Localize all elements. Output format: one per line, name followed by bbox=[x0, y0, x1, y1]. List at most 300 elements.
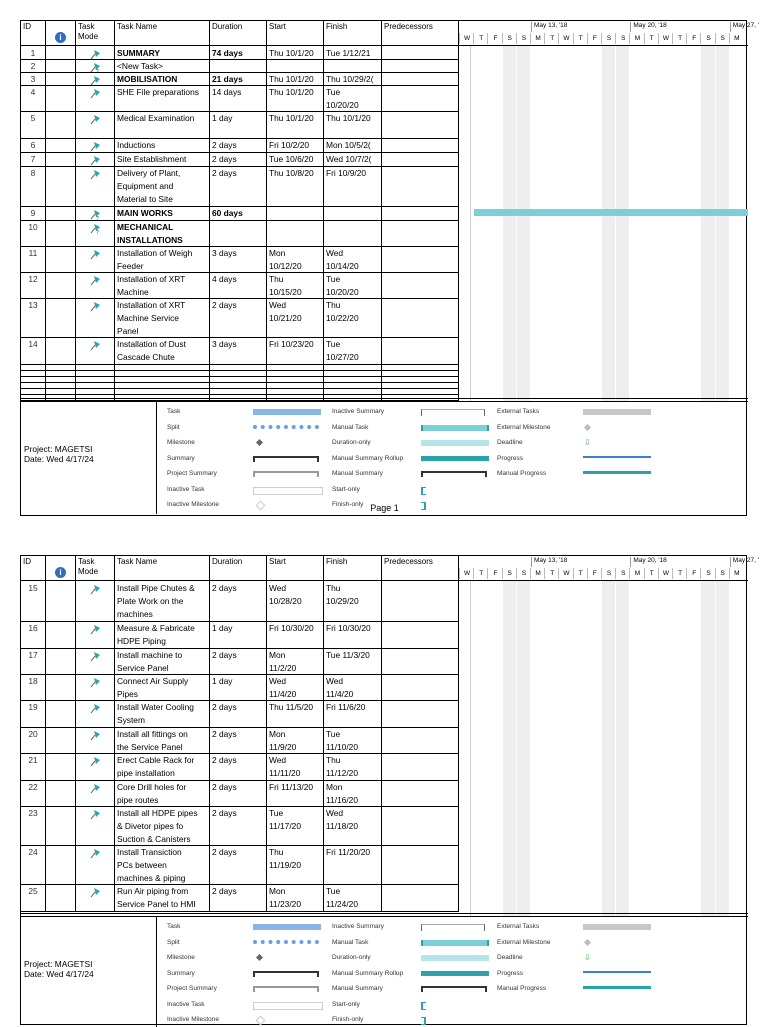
legend-label: Manual Summary bbox=[332, 985, 383, 992]
table-row[interactable] bbox=[21, 46, 459, 60]
task-finish[interactable]: Fri 11/20/20 bbox=[324, 845, 382, 884]
legend-swatch bbox=[421, 487, 426, 495]
task-id: 23 bbox=[21, 806, 46, 845]
gantt-chart bbox=[459, 556, 759, 916]
task-mode bbox=[76, 581, 115, 621]
task-duration[interactable] bbox=[210, 59, 267, 72]
column-header-task-name[interactable]: Task Name bbox=[115, 556, 210, 580]
task-start[interactable]: Thu 10/15/20 bbox=[267, 272, 324, 298]
task-start[interactable]: Thu 10/8/20 bbox=[267, 166, 324, 206]
weekend-shade bbox=[517, 581, 530, 916]
task-name[interactable]: Connect Air Supply Pipes bbox=[115, 674, 210, 700]
task-finish[interactable]: Tue 11/24/20 bbox=[324, 884, 382, 911]
gantt-divider bbox=[470, 46, 471, 401]
task-predecessors[interactable] bbox=[382, 220, 459, 246]
task-start[interactable]: Thu 10/1/20 bbox=[267, 111, 324, 138]
auto-task-pin-icon bbox=[89, 155, 101, 166]
task-info bbox=[46, 272, 76, 298]
task-mode bbox=[76, 152, 115, 166]
task-finish[interactable]: Tue 10/27/20 bbox=[324, 337, 382, 364]
task-finish[interactable]: Thu 10/22/20 bbox=[324, 298, 382, 337]
task-finish[interactable]: Tue 10/20/20 bbox=[324, 272, 382, 298]
table-row[interactable] bbox=[21, 220, 459, 247]
task-duration[interactable]: 1 day bbox=[210, 674, 267, 700]
day-label: S bbox=[715, 33, 730, 44]
legend-label: Inactive Summary bbox=[332, 923, 385, 930]
legend-label: Manual Summary Rollup bbox=[332, 969, 404, 977]
task-name[interactable]: Medical Examination bbox=[115, 111, 210, 138]
task-finish[interactable]: Wed 11/18/20 bbox=[324, 806, 382, 845]
task-duration[interactable]: 2 days bbox=[210, 806, 267, 845]
auto-task-pin-icon bbox=[89, 809, 101, 824]
legend-label: Split bbox=[167, 938, 180, 946]
task-name[interactable]: Installation of Weigh Feeder bbox=[115, 246, 210, 272]
legend-label: Task bbox=[167, 408, 181, 415]
task-finish[interactable] bbox=[324, 220, 382, 246]
legend-swatch bbox=[421, 440, 489, 446]
table-row[interactable] bbox=[21, 166, 459, 207]
task-name[interactable]: Run Air piping from Service Panel to HMI bbox=[115, 884, 210, 911]
auto-task-pin-icon bbox=[89, 756, 101, 771]
page-number: Page 1 bbox=[370, 503, 399, 513]
day-label: F bbox=[686, 568, 701, 579]
task-start[interactable] bbox=[267, 220, 324, 246]
task-finish[interactable]: Thu 10/1/20 bbox=[324, 111, 382, 138]
task-predecessors[interactable] bbox=[382, 727, 459, 753]
task-predecessors[interactable] bbox=[382, 298, 459, 337]
task-start[interactable]: Thu 10/1/20 bbox=[267, 85, 324, 111]
task-predecessors[interactable] bbox=[382, 700, 459, 727]
legend-swatch bbox=[253, 955, 262, 960]
legend-swatch bbox=[583, 986, 651, 989]
task-name[interactable]: MAIN WORKS bbox=[115, 206, 210, 220]
task-duration[interactable]: 2 days bbox=[210, 753, 267, 780]
task-finish[interactable]: Fri 10/30/20 bbox=[324, 621, 382, 648]
table-row[interactable] bbox=[21, 138, 459, 153]
day-label: S bbox=[615, 568, 630, 579]
auto-task-pin-icon bbox=[89, 169, 101, 184]
weekend-shade bbox=[616, 581, 629, 916]
task-mode bbox=[76, 246, 115, 272]
task-duration[interactable]: 14 days bbox=[210, 85, 267, 111]
task-start[interactable]: Wed 11/4/20 bbox=[267, 674, 324, 700]
project-info bbox=[24, 959, 94, 979]
day-label: T bbox=[473, 33, 488, 44]
task-start[interactable]: Thu 10/1/20 bbox=[267, 46, 324, 59]
task-duration[interactable]: 2 days bbox=[210, 700, 267, 727]
table-row[interactable] bbox=[21, 206, 459, 221]
task-duration[interactable]: 3 days bbox=[210, 246, 267, 272]
task-finish[interactable]: Fri 10/9/20 bbox=[324, 166, 382, 206]
task-name[interactable]: Install Pipe Chutes & Plate Work on the machines bbox=[115, 581, 210, 621]
table-row[interactable] bbox=[21, 246, 459, 273]
table-row[interactable] bbox=[21, 884, 459, 912]
day-label: F bbox=[587, 33, 602, 44]
column-header-task-mode[interactable]: Task Mode bbox=[76, 556, 115, 580]
task-predecessors[interactable] bbox=[382, 72, 459, 85]
task-finish[interactable]: Thu 11/12/20 bbox=[324, 753, 382, 780]
task-mode bbox=[76, 700, 115, 727]
task-start[interactable]: Fri 10/30/20 bbox=[267, 621, 324, 648]
task-finish[interactable]: Wed 10/7/2( bbox=[324, 152, 382, 166]
legend bbox=[21, 916, 748, 1027]
table-row[interactable] bbox=[21, 753, 459, 781]
task-id: 10 bbox=[21, 220, 46, 246]
legend-label: Progress bbox=[497, 969, 524, 977]
legend-label: Inactive Milestone bbox=[167, 1016, 220, 1023]
table-row[interactable] bbox=[21, 59, 459, 73]
task-predecessors[interactable] bbox=[382, 59, 459, 72]
task-finish[interactable]: Wed 10/14/20 bbox=[324, 246, 382, 272]
auto-task-pin-icon bbox=[89, 141, 101, 152]
legend-swatch bbox=[253, 940, 319, 944]
column-header-duration[interactable]: Duration bbox=[210, 556, 267, 580]
task-name[interactable]: SHE File preparations bbox=[115, 85, 210, 111]
task-name[interactable]: Core Drill holes for pipe routes bbox=[115, 780, 210, 806]
legend-label: Project Summary bbox=[167, 470, 217, 477]
legend-swatch bbox=[253, 924, 321, 930]
task-name[interactable]: Measure & Fabricate HDPE Piping bbox=[115, 621, 210, 648]
task-mode bbox=[76, 806, 115, 845]
task-id: 24 bbox=[21, 845, 46, 884]
task-info bbox=[46, 884, 76, 911]
task-finish[interactable]: Fri 11/6/20 bbox=[324, 700, 382, 727]
legend-label: Inactive Milestone bbox=[167, 501, 220, 508]
task-name[interactable]: Install all HDPE pipes & Divetor pipes fo Suction & Canisters bbox=[115, 806, 210, 845]
task-id: 6 bbox=[21, 138, 46, 152]
task-start[interactable]: Wed 10/21/20 bbox=[267, 298, 324, 337]
auto-task-pin-icon bbox=[89, 88, 101, 103]
task-start[interactable]: Mon 11/2/20 bbox=[267, 648, 324, 674]
task-finish[interactable] bbox=[324, 59, 382, 72]
task-finish[interactable]: Tue 11/3/20 bbox=[324, 648, 382, 674]
legend-swatch bbox=[583, 409, 651, 415]
task-info bbox=[46, 206, 76, 220]
task-duration[interactable]: 2 days bbox=[210, 152, 267, 166]
task-id: 20 bbox=[21, 727, 46, 753]
column-header-finish[interactable]: Finish bbox=[324, 556, 382, 580]
task-mode bbox=[76, 166, 115, 206]
task-duration[interactable]: 2 days bbox=[210, 884, 267, 911]
auto-task-pin-icon bbox=[89, 730, 101, 745]
task-info bbox=[46, 72, 76, 85]
task-info bbox=[46, 220, 76, 246]
task-finish[interactable]: Wed 11/4/20 bbox=[324, 674, 382, 700]
column-header-predecessors[interactable]: Predecessors bbox=[382, 556, 459, 580]
weekend-shade bbox=[701, 46, 714, 401]
legend-swatch bbox=[253, 440, 262, 445]
task-predecessors[interactable] bbox=[382, 674, 459, 700]
table-row[interactable] bbox=[21, 72, 459, 86]
task-id: 2 bbox=[21, 59, 46, 72]
column-header-predecessors[interactable]: Predecessors bbox=[382, 21, 459, 45]
table-row[interactable] bbox=[21, 272, 459, 299]
legend-label: External Milestone bbox=[497, 938, 551, 946]
legend-label: Deadline bbox=[497, 439, 523, 446]
legend-label: Finish-only bbox=[332, 1016, 364, 1023]
project-name: Project: MAGETSI bbox=[24, 959, 93, 969]
task-predecessors[interactable] bbox=[382, 166, 459, 206]
table-row[interactable] bbox=[21, 111, 459, 139]
weekend-shade bbox=[716, 581, 729, 916]
legend-divider bbox=[21, 913, 748, 917]
info-icon: i bbox=[55, 567, 66, 578]
table-row[interactable] bbox=[21, 621, 459, 649]
legend-swatch bbox=[583, 940, 590, 945]
task-finish[interactable]: Mon 11/16/20 bbox=[324, 780, 382, 806]
day-label: S bbox=[516, 33, 531, 44]
auto-task-pin-icon bbox=[89, 75, 101, 85]
table-row[interactable] bbox=[21, 337, 459, 365]
column-header-start[interactable]: Start bbox=[267, 556, 324, 580]
day-label: S bbox=[601, 568, 616, 579]
task-duration[interactable]: 2 days bbox=[210, 138, 267, 152]
day-label: F bbox=[487, 568, 502, 579]
task-duration[interactable]: 2 days bbox=[210, 648, 267, 674]
task-predecessors[interactable] bbox=[382, 85, 459, 111]
task-mode bbox=[76, 272, 115, 298]
column-header-id[interactable]: ID bbox=[21, 21, 46, 45]
day-label: T bbox=[544, 568, 559, 579]
task-name[interactable]: Delivery of Plant, Equipment and Material to Site bbox=[115, 166, 210, 206]
task-name[interactable]: Inductions bbox=[115, 138, 210, 152]
day-label: S bbox=[516, 568, 531, 579]
legend-label: Split bbox=[167, 423, 180, 431]
legend-label: Manual Progress bbox=[497, 470, 547, 477]
task-name[interactable]: Erect Cable Rack for pipe installation bbox=[115, 753, 210, 780]
task-predecessors[interactable] bbox=[382, 845, 459, 884]
legend-label: Summary bbox=[167, 969, 195, 977]
task-mode bbox=[76, 648, 115, 674]
task-predecessors[interactable] bbox=[382, 884, 459, 911]
task-predecessors[interactable] bbox=[382, 753, 459, 780]
legend-label: Milestone bbox=[167, 439, 195, 446]
task-duration[interactable]: 2 days bbox=[210, 581, 267, 621]
column-header-task-mode[interactable]: Task Mode bbox=[76, 21, 115, 45]
day-label: T bbox=[544, 33, 559, 44]
table-row[interactable] bbox=[21, 674, 459, 701]
day-label: F bbox=[487, 33, 502, 44]
legend-label: Manual Progress bbox=[497, 985, 547, 992]
task-finish[interactable] bbox=[324, 206, 382, 220]
column-header-info[interactable] bbox=[46, 556, 76, 580]
auto-task-pin-icon bbox=[89, 584, 101, 599]
day-label: M bbox=[530, 33, 545, 44]
task-duration[interactable]: 2 days bbox=[210, 166, 267, 206]
column-header-task-name[interactable]: Task Name bbox=[115, 21, 210, 45]
week-label: May 13, '18 bbox=[531, 22, 567, 32]
task-name[interactable]: SUMMARY bbox=[115, 46, 210, 59]
task-start[interactable]: Mon 10/12/20 bbox=[267, 246, 324, 272]
task-predecessors[interactable] bbox=[382, 648, 459, 674]
task-mode bbox=[76, 884, 115, 911]
task-name[interactable]: Installation of XRT Machine Service Panel bbox=[115, 298, 210, 337]
gantt-page bbox=[20, 20, 759, 516]
column-header-duration[interactable]: Duration bbox=[210, 21, 267, 45]
task-predecessors[interactable] bbox=[382, 581, 459, 621]
task-info bbox=[46, 111, 76, 138]
task-info bbox=[46, 806, 76, 845]
auto-task-pin-icon bbox=[89, 848, 101, 863]
weekend-shade bbox=[517, 46, 530, 401]
task-duration[interactable]: 2 days bbox=[210, 845, 267, 884]
day-label: T bbox=[672, 568, 687, 579]
task-start[interactable] bbox=[267, 59, 324, 72]
day-label: F bbox=[686, 33, 701, 44]
task-duration[interactable]: 3 days bbox=[210, 337, 267, 364]
legend-swatch bbox=[583, 456, 651, 458]
task-start[interactable]: Tue 11/17/20 bbox=[267, 806, 324, 845]
weekend-shade bbox=[716, 46, 729, 401]
task-predecessors[interactable] bbox=[382, 272, 459, 298]
task-start[interactable]: Thu 11/5/20 bbox=[267, 700, 324, 727]
table-row[interactable] bbox=[21, 727, 459, 754]
table-row[interactable] bbox=[21, 152, 459, 167]
column-header-start[interactable]: Start bbox=[267, 21, 324, 45]
task-start[interactable]: Fri 10/23/20 bbox=[267, 337, 324, 364]
task-duration[interactable]: 74 days bbox=[210, 46, 267, 59]
task-start[interactable] bbox=[267, 206, 324, 220]
task-name[interactable]: Site Establishment bbox=[115, 152, 210, 166]
task-name[interactable]: MECHANICAL INSTALLATIONS bbox=[115, 220, 210, 246]
task-predecessors[interactable] bbox=[382, 337, 459, 364]
task-finish[interactable]: Thu 10/29/2( bbox=[324, 72, 382, 85]
legend-project-divider bbox=[156, 402, 157, 514]
auto-task-pin-icon bbox=[89, 114, 101, 129]
manual-summary-bar[interactable] bbox=[474, 209, 748, 216]
task-finish[interactable]: Tue 10/20/20 bbox=[324, 85, 382, 111]
task-id: 7 bbox=[21, 152, 46, 166]
task-mode bbox=[76, 59, 115, 72]
task-name[interactable]: Installation of Dust Cascade Chute bbox=[115, 337, 210, 364]
auto-task-pin-icon bbox=[89, 624, 101, 639]
task-predecessors[interactable] bbox=[382, 152, 459, 166]
task-start[interactable]: Thu 11/19/20 bbox=[267, 845, 324, 884]
task-finish[interactable]: Mon 10/5/2( bbox=[324, 138, 382, 152]
column-header-info[interactable] bbox=[46, 21, 76, 45]
day-label: S bbox=[601, 33, 616, 44]
task-predecessors[interactable] bbox=[382, 46, 459, 59]
legend-swatch bbox=[253, 456, 319, 462]
task-predecessors[interactable] bbox=[382, 806, 459, 845]
table-row[interactable] bbox=[21, 806, 459, 846]
legend-swatch bbox=[253, 1017, 264, 1024]
table-row[interactable] bbox=[21, 845, 459, 885]
table-row[interactable] bbox=[21, 85, 459, 112]
task-name[interactable]: Install Water Cooling System bbox=[115, 700, 210, 727]
task-start[interactable]: Tue 10/6/20 bbox=[267, 152, 324, 166]
task-finish[interactable]: Thu 10/29/20 bbox=[324, 581, 382, 621]
task-start[interactable]: Fri 11/13/20 bbox=[267, 780, 324, 806]
task-start[interactable]: Wed 10/28/20 bbox=[267, 581, 324, 621]
timescale-header bbox=[459, 21, 759, 46]
auto-task-pin-icon bbox=[89, 651, 101, 666]
task-id: 1 bbox=[21, 46, 46, 59]
task-start[interactable]: Mon 11/23/20 bbox=[267, 884, 324, 911]
task-duration[interactable]: 2 days bbox=[210, 780, 267, 806]
day-label: M bbox=[629, 33, 644, 44]
task-predecessors[interactable] bbox=[382, 621, 459, 648]
task-name[interactable]: Install machine to Service Panel bbox=[115, 648, 210, 674]
task-id: 11 bbox=[21, 246, 46, 272]
task-duration[interactable]: 4 days bbox=[210, 272, 267, 298]
task-duration[interactable]: 2 days bbox=[210, 727, 267, 753]
task-duration[interactable]: 60 days bbox=[210, 206, 267, 220]
task-start[interactable]: Fri 10/2/20 bbox=[267, 138, 324, 152]
task-duration[interactable]: 21 days bbox=[210, 72, 267, 85]
task-predecessors[interactable] bbox=[382, 206, 459, 220]
task-start[interactable]: Wed 11/11/20 bbox=[267, 753, 324, 780]
table-row[interactable] bbox=[21, 648, 459, 675]
day-label: W bbox=[459, 568, 474, 579]
task-name[interactable]: Installation of XRT Machine bbox=[115, 272, 210, 298]
task-finish[interactable]: Tue 1/12/21 bbox=[324, 46, 382, 59]
task-info bbox=[46, 700, 76, 727]
task-id: 3 bbox=[21, 72, 46, 85]
task-start[interactable]: Thu 10/1/20 bbox=[267, 72, 324, 85]
legend-label: Deadline bbox=[497, 954, 523, 961]
table-row[interactable] bbox=[21, 780, 459, 807]
task-duration[interactable]: 2 days bbox=[210, 298, 267, 337]
task-name[interactable]: Install Transiction PCs between machines & piping bbox=[115, 845, 210, 884]
week-label: May 20, '18 bbox=[630, 22, 666, 32]
legend-label: Start-only bbox=[332, 485, 360, 493]
task-duration[interactable]: 1 day bbox=[210, 621, 267, 648]
weekend-shade bbox=[503, 46, 516, 401]
task-info bbox=[46, 246, 76, 272]
table-row[interactable] bbox=[21, 298, 459, 338]
day-label: S bbox=[700, 33, 715, 44]
legend-label: Progress bbox=[497, 454, 524, 462]
task-info bbox=[46, 46, 76, 59]
task-name[interactable]: Install all fittings on the Service Panel bbox=[115, 727, 210, 753]
auto-task-pin-icon bbox=[89, 340, 101, 355]
task-predecessors[interactable] bbox=[382, 111, 459, 138]
task-info bbox=[46, 166, 76, 206]
task-start[interactable]: Mon 11/9/20 bbox=[267, 727, 324, 753]
auto-task-pin-icon bbox=[89, 249, 101, 264]
column-header-finish[interactable]: Finish bbox=[324, 21, 382, 45]
task-finish[interactable]: Tue 11/10/20 bbox=[324, 727, 382, 753]
legend-label: Inactive Summary bbox=[332, 408, 385, 415]
task-info bbox=[46, 298, 76, 337]
table-row[interactable] bbox=[21, 700, 459, 728]
task-info bbox=[46, 621, 76, 648]
legend bbox=[21, 401, 748, 514]
legend-label: External Tasks bbox=[497, 408, 540, 415]
legend-swatch bbox=[421, 955, 489, 961]
legend-label: Manual Task bbox=[332, 423, 369, 431]
task-name[interactable]: MOBILISATION bbox=[115, 72, 210, 85]
task-name[interactable]: <New Task> bbox=[115, 59, 210, 72]
column-header-id[interactable]: ID bbox=[21, 556, 46, 580]
task-info bbox=[46, 59, 76, 72]
task-predecessors[interactable] bbox=[382, 780, 459, 806]
legend-swatch bbox=[253, 471, 319, 477]
task-id: 21 bbox=[21, 753, 46, 780]
task-duration[interactable]: 1 day bbox=[210, 111, 267, 138]
table-row[interactable] bbox=[21, 581, 459, 622]
task-predecessors[interactable] bbox=[382, 246, 459, 272]
svg-text:?: ? bbox=[96, 230, 99, 234]
task-mode bbox=[76, 845, 115, 884]
task-predecessors[interactable] bbox=[382, 138, 459, 152]
task-duration[interactable] bbox=[210, 220, 267, 246]
auto-task-pin-icon bbox=[89, 301, 101, 316]
legend-label: Milestone bbox=[167, 954, 195, 961]
legend-swatch bbox=[421, 924, 485, 931]
day-label: M bbox=[629, 568, 644, 579]
